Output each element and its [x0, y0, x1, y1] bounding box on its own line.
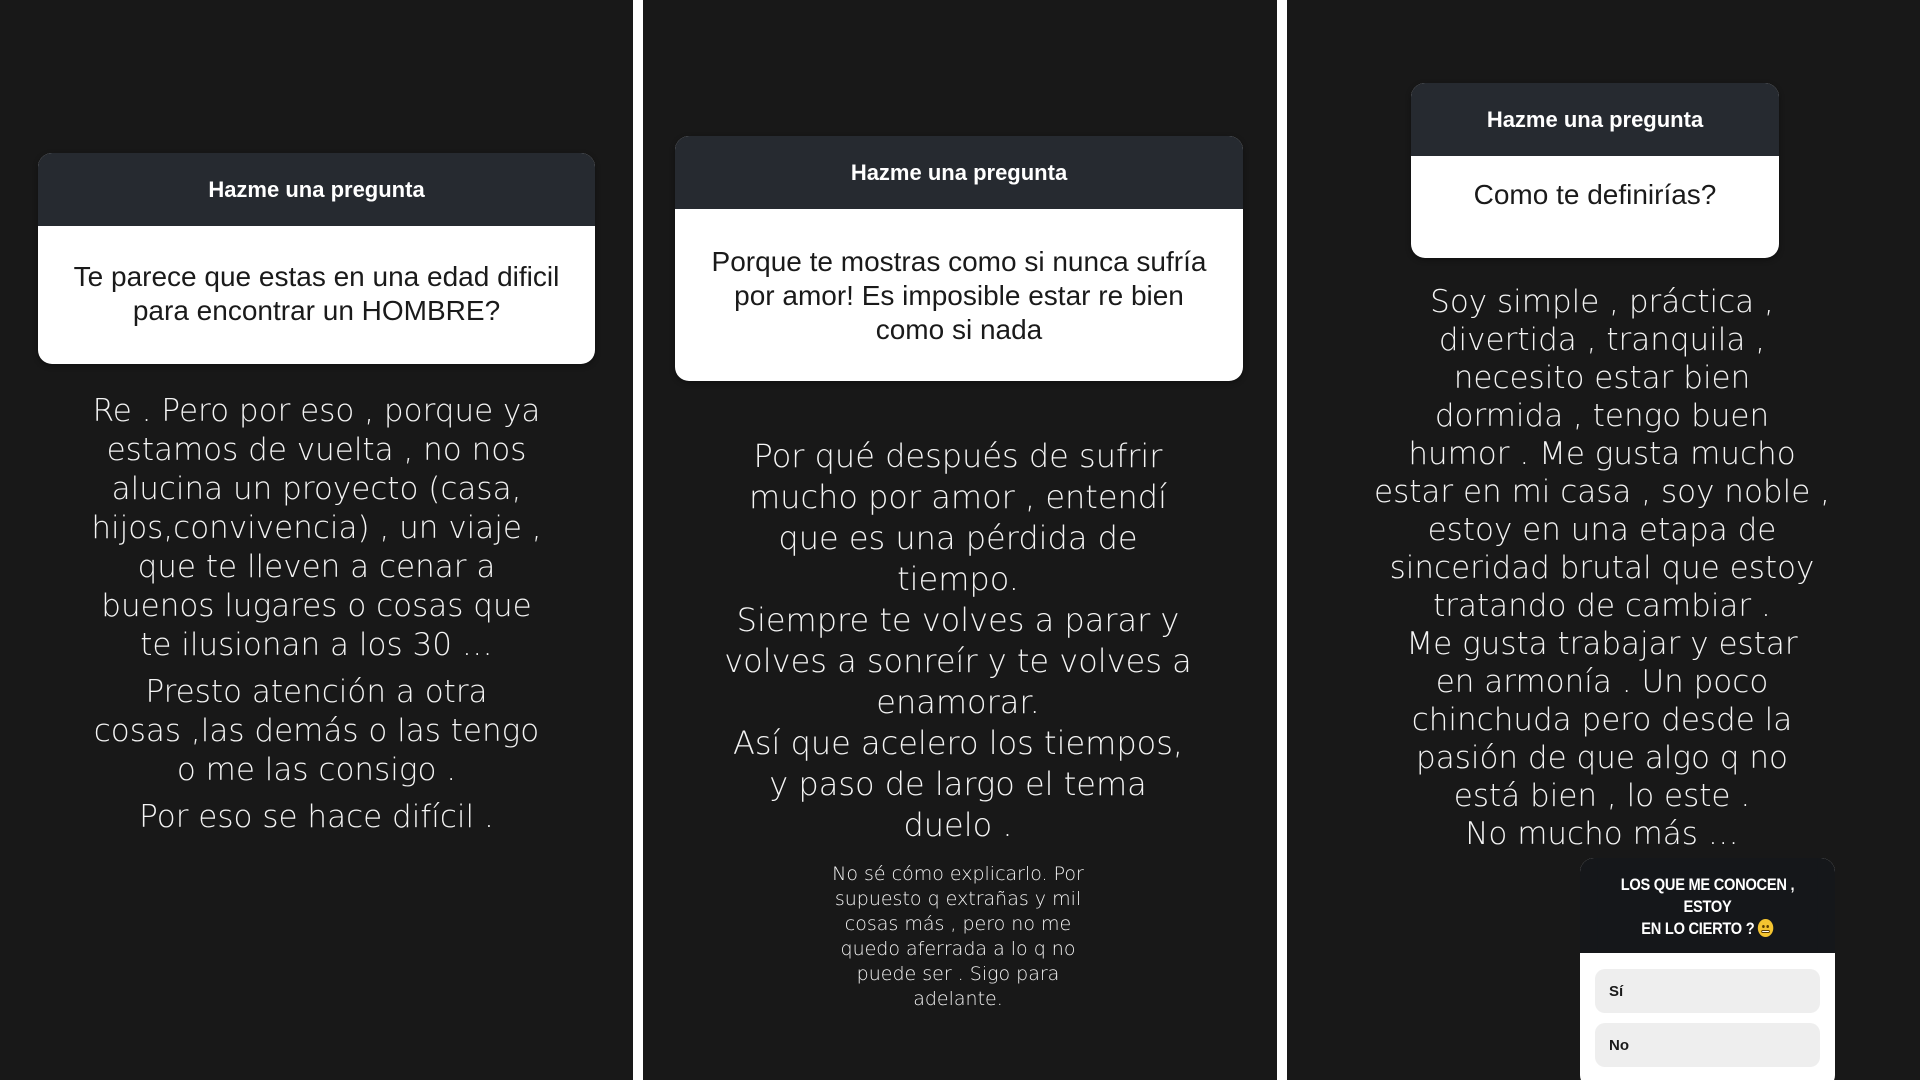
answer-line: dormida , tengo buen: [1434, 398, 1770, 434]
answer-line: que te lleven a cenar a: [137, 549, 496, 585]
note-line: adelante.: [913, 988, 1003, 1010]
answer-line: necesito estar bien: [1453, 360, 1751, 396]
question-sticker: [1411, 83, 1779, 258]
poll-question: [1598, 858, 1817, 953]
answer-line: en armonía . Un poco: [1435, 664, 1769, 700]
answer-line: buenos lugares o cosas que: [101, 588, 532, 624]
question-text: [675, 209, 1243, 381]
answer-line: Soy simple , práctica ,: [1430, 284, 1774, 320]
note-line: puede ser . Sigo para: [856, 963, 1060, 985]
question-sticker-header: Hazme una pregunta: [1411, 83, 1779, 156]
question-line: para encontrar un HOMBRE?: [132, 295, 501, 326]
answer-line: enamorar.: [876, 683, 1040, 721]
story-panel-2: [643, 0, 1277, 1080]
answer-paragraph: [683, 436, 1233, 846]
answer-line: pasión de que algo q no: [1416, 740, 1788, 776]
answer-line: duelo .: [903, 806, 1013, 844]
poll-question-line: LOS QUE ME CONOCEN , ESTOY: [1620, 875, 1795, 916]
answer-paragraph: [1347, 283, 1857, 853]
answer-line: tiempo.: [897, 560, 1019, 598]
answer-line: Me gusta trabajar y estar: [1406, 626, 1798, 662]
grimacing-face-icon: [1758, 919, 1773, 937]
answer-line: estamos de vuelta , no nos: [106, 432, 527, 468]
note-line: No sé cómo explicarlo. Por: [832, 863, 1084, 885]
question-sticker: [675, 136, 1243, 381]
answer-line: tratando de cambiar .: [1433, 588, 1771, 624]
poll-question-line: EN LO CIERTO ?: [1641, 919, 1755, 938]
poll-options: [1580, 953, 1835, 1080]
answer-line: chinchuda pero desde la: [1411, 702, 1793, 738]
note-line: supuesto q extrañas y mil: [834, 888, 1082, 910]
answer-note: [793, 862, 1123, 1012]
answer-line: alucina un proyecto (casa,: [111, 471, 522, 507]
answer-paragraph: [60, 392, 573, 665]
answer-line: No mucho más …: [1465, 816, 1739, 852]
answer-line: Así que acelero los tiempos,: [732, 724, 1184, 762]
question-sticker: [38, 153, 595, 364]
answer-line: Siempre te volves a parar y: [736, 601, 1180, 639]
answer-line: mucho por amor , entendí: [748, 478, 1167, 516]
answer-line: Presto atención a otra: [145, 674, 488, 710]
answer-line: volves a sonreír y te volves a: [724, 642, 1192, 680]
answer-text: [683, 436, 1233, 846]
question-line: como si nada: [875, 314, 1043, 345]
answer-line: humor . Me gusta mucho: [1408, 436, 1796, 472]
answer-line: estar en mi casa , soy noble ,: [1374, 474, 1830, 510]
answer-line: hijos,convivencia) , un viaje ,: [91, 510, 542, 546]
answer-line: y paso de largo el tema: [769, 765, 1147, 803]
story-panel-3: [1287, 0, 1920, 1080]
question-line: Te parece que estas en una edad dificil: [73, 261, 560, 292]
answer-line: sinceridad brutal que estoy: [1389, 550, 1815, 586]
answer-line: que es una pérdida de: [778, 519, 1138, 557]
poll-header: [1580, 858, 1835, 953]
note-line: quedo aferrada a lo q no: [840, 938, 1076, 960]
answer-paragraph: [60, 673, 573, 790]
answer-line: cosas ,las demás o las tengo: [93, 713, 540, 749]
poll-option-no[interactable]: No: [1595, 1023, 1820, 1067]
note-line: cosas más , pero no me: [844, 913, 1072, 935]
answer-line: o me las consigo .: [176, 752, 457, 788]
question-sticker-header: Hazme una pregunta: [675, 136, 1243, 209]
answer-paragraph: [60, 798, 573, 837]
answer-line: Por eso se hace difícil .: [139, 799, 494, 835]
answer-line: estoy en una etapa de: [1427, 512, 1777, 548]
question-text: [38, 226, 595, 364]
story-panel-1: [0, 0, 633, 1080]
answer-line: Por qué después de sufrir: [753, 437, 1163, 475]
question-line: Porque te mostras como si nunca sufría: [711, 246, 1207, 277]
question-text: [1411, 156, 1779, 258]
poll-sticker: [1580, 858, 1835, 1080]
question-line: por amor! Es imposible estar re bien: [734, 280, 1184, 311]
answer-line: está bien , lo este .: [1453, 778, 1751, 814]
answer-line: divertida , tranquila ,: [1438, 322, 1766, 358]
answer-text: [1347, 283, 1857, 853]
answer-line: Re . Pero por eso , porque ya: [92, 393, 541, 429]
question-sticker-header: Hazme una pregunta: [38, 153, 595, 226]
answer-line: te ilusionan a los 30 …: [140, 627, 493, 663]
answer-text: [60, 392, 573, 845]
question-line: Como te definirías?: [1473, 179, 1717, 210]
poll-option-si[interactable]: Sí: [1595, 969, 1820, 1013]
